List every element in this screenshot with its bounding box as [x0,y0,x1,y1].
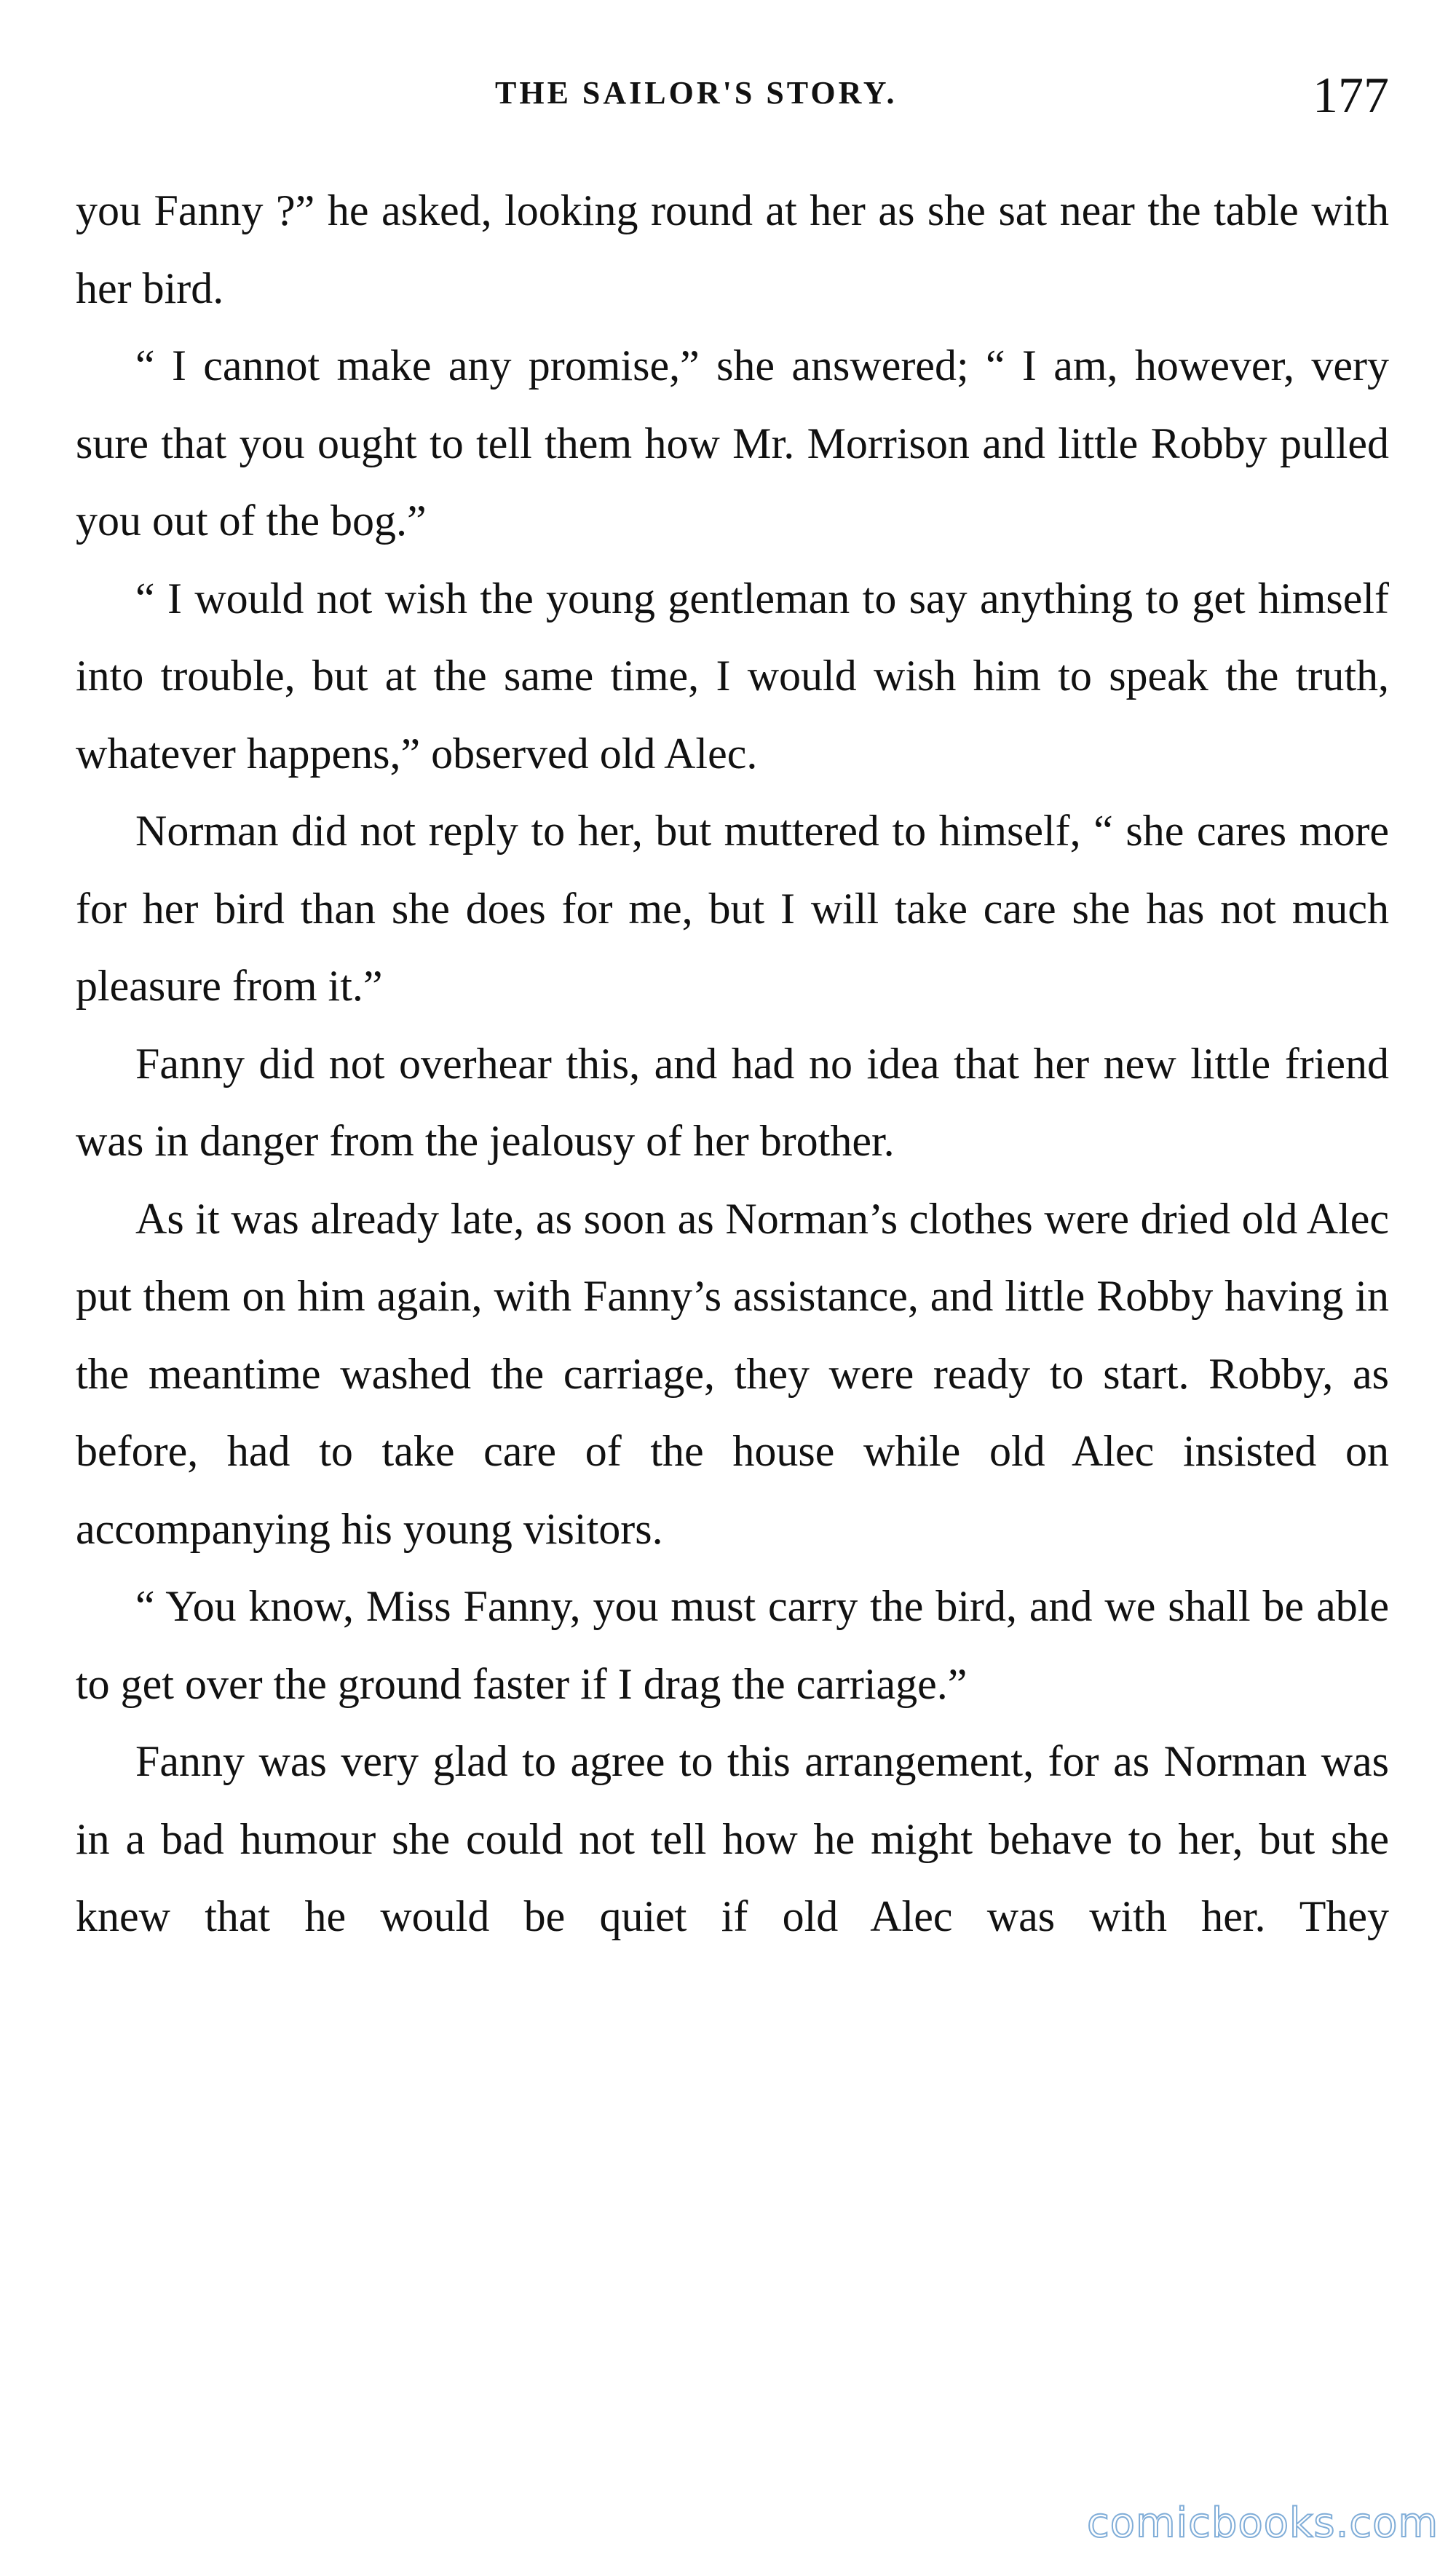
paragraph: you Fanny ?” he asked, looking round at her as she sat near the table with her bird. [76,186,1389,312]
page-number: 177 [1313,68,1389,124]
paragraph: “ I cannot make any promise,” she answered; “ I am, however, very sure that you ought to tell them how Mr. Morrison and little Robby pulled you out of the bog.” [76,341,1389,545]
running-head [76,67,1389,133]
running-title: THE SAILOR'S STORY. [495,75,898,111]
paragraph: Norman did not reply to her, but muttered to himself, “ she cares more for her bird than she does for me, but I will take care she has not much pleasure from it.” [76,807,1389,1010]
body-text [76,172,1389,1956]
paragraph: As it was already late, as soon as Norman’s clothes were dried old Alec put them on him again, with Fanny’s assistance, and little Robby having in the meantime washed the carriage, they were ready to start. Robby, as before, had to take care of the house while old Alec insisted on accompanying his young visitors. [76,1194,1389,1553]
book-page [76,0,1389,2557]
paragraph: “ You know, Miss Fanny, you must carry the bird, and we shall be able to get over the ground faster if I drag the carriage.” [76,1582,1389,1708]
watermark: comicbooks.com [1086,2499,1439,2547]
paragraph: Fanny did not overhear this, and had no idea that her new little friend was in danger from the jealousy of her brother. [76,1039,1389,1165]
paragraph: Fanny was very glad to agree to this arrangement, for as Norman was in a bad humour she could not tell how he might behave to her, but she knew that he would be quiet if old Alec was with her. They [76,1737,1389,1940]
paragraph: “ I would not wish the young gentleman to say anything to get himself into trouble, but at the same time, I would wish him to speak the truth, whatever happens,” observed old Alec. [76,574,1389,778]
